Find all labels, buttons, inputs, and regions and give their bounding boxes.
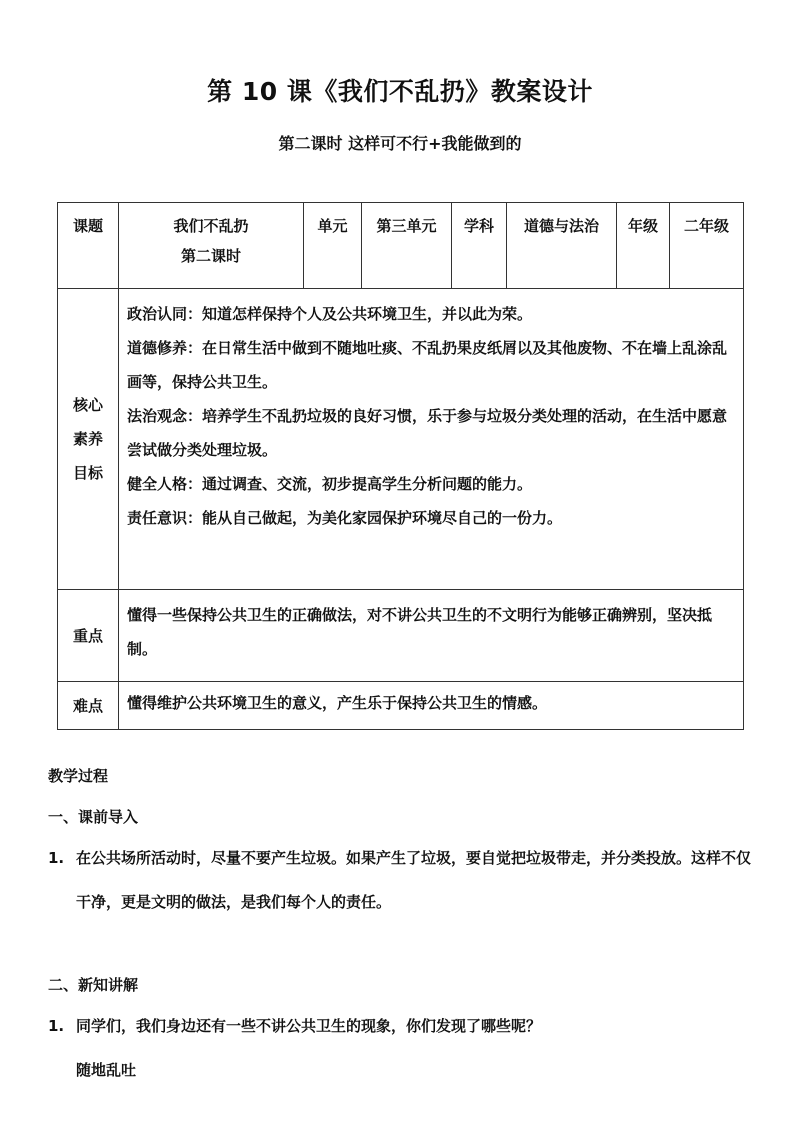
lesson-plan-table bbox=[57, 202, 744, 730]
key-point-row bbox=[58, 590, 744, 682]
difficulty-content bbox=[119, 682, 744, 730]
document-title: 第 10 课《我们不乱扔》教案设计 bbox=[207, 77, 593, 106]
subject-value: 道德与法治 bbox=[507, 203, 617, 289]
topic-line-2: 第二课时 bbox=[180, 247, 241, 265]
document-subtitle: 第二课时 这样可不行+我能做到的 bbox=[278, 134, 522, 153]
section-1-item bbox=[48, 836, 758, 924]
difficulty-row bbox=[58, 682, 744, 730]
goals-label-line-2: 素养 bbox=[72, 430, 103, 448]
key-point-content bbox=[119, 590, 744, 682]
topic-label: 课题 bbox=[58, 203, 119, 289]
goal-responsibility: 责任意识：能从自己做起，为美化家园保护环境尽自己的一份力。 bbox=[127, 509, 563, 527]
goals-content bbox=[119, 289, 744, 590]
section-1-title: 一、课前导入 bbox=[48, 808, 139, 826]
goal-legal: 法治观念：培养学生不乱扔垃圾的良好习惯，乐于参与垃圾分类处理的活动，在生活中愿意尝试做分类处理垃圾。 bbox=[127, 407, 728, 459]
subject-label: 学科 bbox=[452, 203, 507, 289]
unit-value: 第三单元 bbox=[362, 203, 452, 289]
header-row bbox=[58, 203, 744, 289]
section-1-item-number: 1. bbox=[48, 849, 65, 867]
section-2-item bbox=[48, 1004, 758, 1048]
section-2-item-text: 同学们，我们身边还有一些不讲公共卫生的现象，你们发现了哪些呢？ bbox=[76, 1017, 542, 1035]
goals-label-line-3: 目标 bbox=[72, 464, 103, 482]
difficulty-label: 难点 bbox=[58, 682, 119, 730]
section-2-item-number: 1. bbox=[48, 1017, 65, 1035]
goal-personality: 健全人格：通过调查、交流，初步提高学生分析问题的能力。 bbox=[127, 475, 533, 493]
goal-moral: 道德修养：在日常生活中做到不随地吐痰、不乱扔果皮纸屑以及其他废物、不在墙上乱涂乱画等，保持公共卫生。 bbox=[127, 339, 728, 391]
section-2-title: 二、新知讲解 bbox=[48, 976, 139, 994]
section-1-item-text: 在公共场所活动时，尽量不要产生垃圾。如果产生了垃圾，要自觉把垃圾带走，并分类投放。这样不仅干净，更是文明的做法，是我们每个人的责任。 bbox=[76, 849, 752, 911]
key-point-label: 重点 bbox=[58, 590, 119, 682]
goal-political: 政治认同：知道怎样保持个人及公共环境卫生，并以此为荣。 bbox=[127, 305, 533, 323]
unit-label: 单元 bbox=[304, 203, 362, 289]
grade-label: 年级 bbox=[617, 203, 670, 289]
difficulty-text: 懂得维护公共环境卫生的意义，产生乐于保持公共卫生的情感。 bbox=[127, 694, 548, 712]
topic-line-1: 我们不乱扔 bbox=[173, 217, 249, 235]
topic-value bbox=[119, 203, 304, 289]
goals-label bbox=[58, 289, 119, 590]
goals-label-line-1: 核心 bbox=[72, 396, 103, 414]
key-point-text: 懂得一些保持公共卫生的正确做法，对不讲公共卫生的不文明行为能够正确辨别，坚决抵制。 bbox=[127, 606, 713, 658]
process-heading: 教学过程 bbox=[48, 767, 109, 785]
section-2-subitem: 随地乱吐 bbox=[76, 1061, 137, 1079]
grade-value: 二年级 bbox=[670, 203, 744, 289]
goals-row bbox=[58, 289, 744, 590]
